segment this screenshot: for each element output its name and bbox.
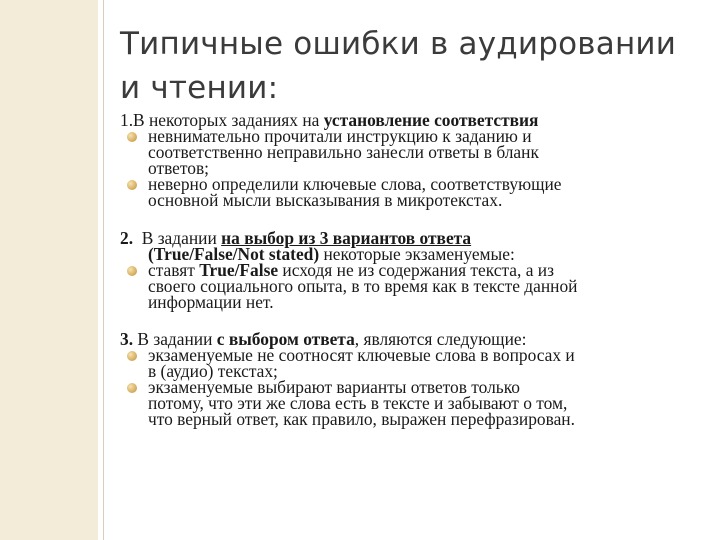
section-3-lead-bold: с выбором ответа xyxy=(216,329,355,349)
decorative-divider xyxy=(103,0,104,540)
section-2-lead-bold: на выбор из 3 вариантов ответа xyxy=(221,228,472,248)
slide-title xyxy=(120,22,705,110)
bullet-line: что верный ответ, как правило, выражен перефразирован. xyxy=(148,409,575,429)
bullet-dot-icon xyxy=(127,266,137,276)
bullet-line: экзаменуемые не соотносят ключевые слова в вопросах и xyxy=(148,345,575,365)
bullet-text: ставят xyxy=(148,260,200,280)
section-2-line2-text: некоторые экзаменуемые: xyxy=(319,244,515,264)
section-1-bullet-1 xyxy=(120,128,705,176)
section-1-lead-text: 1.В некоторых заданиях на xyxy=(120,110,324,130)
slide-content xyxy=(120,112,705,427)
bullet-line: своего социального опыта, в то время как в тексте данной xyxy=(148,276,578,296)
section-2-line2-bold: (True/False/Not stated) xyxy=(148,244,320,264)
section-3-bullet-1 xyxy=(120,347,705,379)
section-3-lead-rest: , являются следующие: xyxy=(354,329,527,349)
bullet-bold: True/False xyxy=(199,260,279,280)
section-2-lead-text: В задании xyxy=(133,228,222,248)
bullet-dot-icon xyxy=(127,383,137,393)
bullet-line: в (аудио) текстах; xyxy=(148,361,278,381)
bullet-line: ответов; xyxy=(148,158,210,178)
bullet-line: соответственно неправильно занесли ответы в бланк xyxy=(148,142,539,162)
bullet-line: экзаменуемые выбирают варианты ответов только xyxy=(148,377,521,397)
section-2-number: 2. xyxy=(120,228,134,248)
bullet-line: основной мысли высказывания в микротекстах. xyxy=(148,190,503,210)
section-2-bullet-1 xyxy=(120,262,705,310)
section-3-bullet-2 xyxy=(120,379,705,427)
bullet-dot-icon xyxy=(127,180,137,190)
spacer xyxy=(120,310,705,331)
section-1-bullet-2 xyxy=(120,176,705,208)
spacer xyxy=(120,208,705,230)
bullet-dot-icon xyxy=(127,351,137,361)
decorative-left-band xyxy=(0,0,98,540)
section-3-lead-text: В задании xyxy=(133,329,217,349)
bullet-dot-icon xyxy=(127,132,137,142)
title-line-2: и чтении: xyxy=(120,70,279,106)
section-1-lead-bold: установление соответствия xyxy=(323,110,539,130)
section-3-number: 3. xyxy=(120,329,134,349)
bullet-text: исходя не из содержания текста, а из xyxy=(278,260,554,280)
bullet-line: неверно определили ключевые слова, соответствующие xyxy=(148,174,562,194)
title-line-1: Типичные ошибки в аудировании xyxy=(120,26,677,62)
bullet-line: потому, что эти же слова есть в тексте и забывают о том, xyxy=(148,393,568,413)
bullet-line: информации нет. xyxy=(148,292,274,312)
bullet-line: невнимательно прочитали инструкцию к заданию и xyxy=(148,126,532,146)
